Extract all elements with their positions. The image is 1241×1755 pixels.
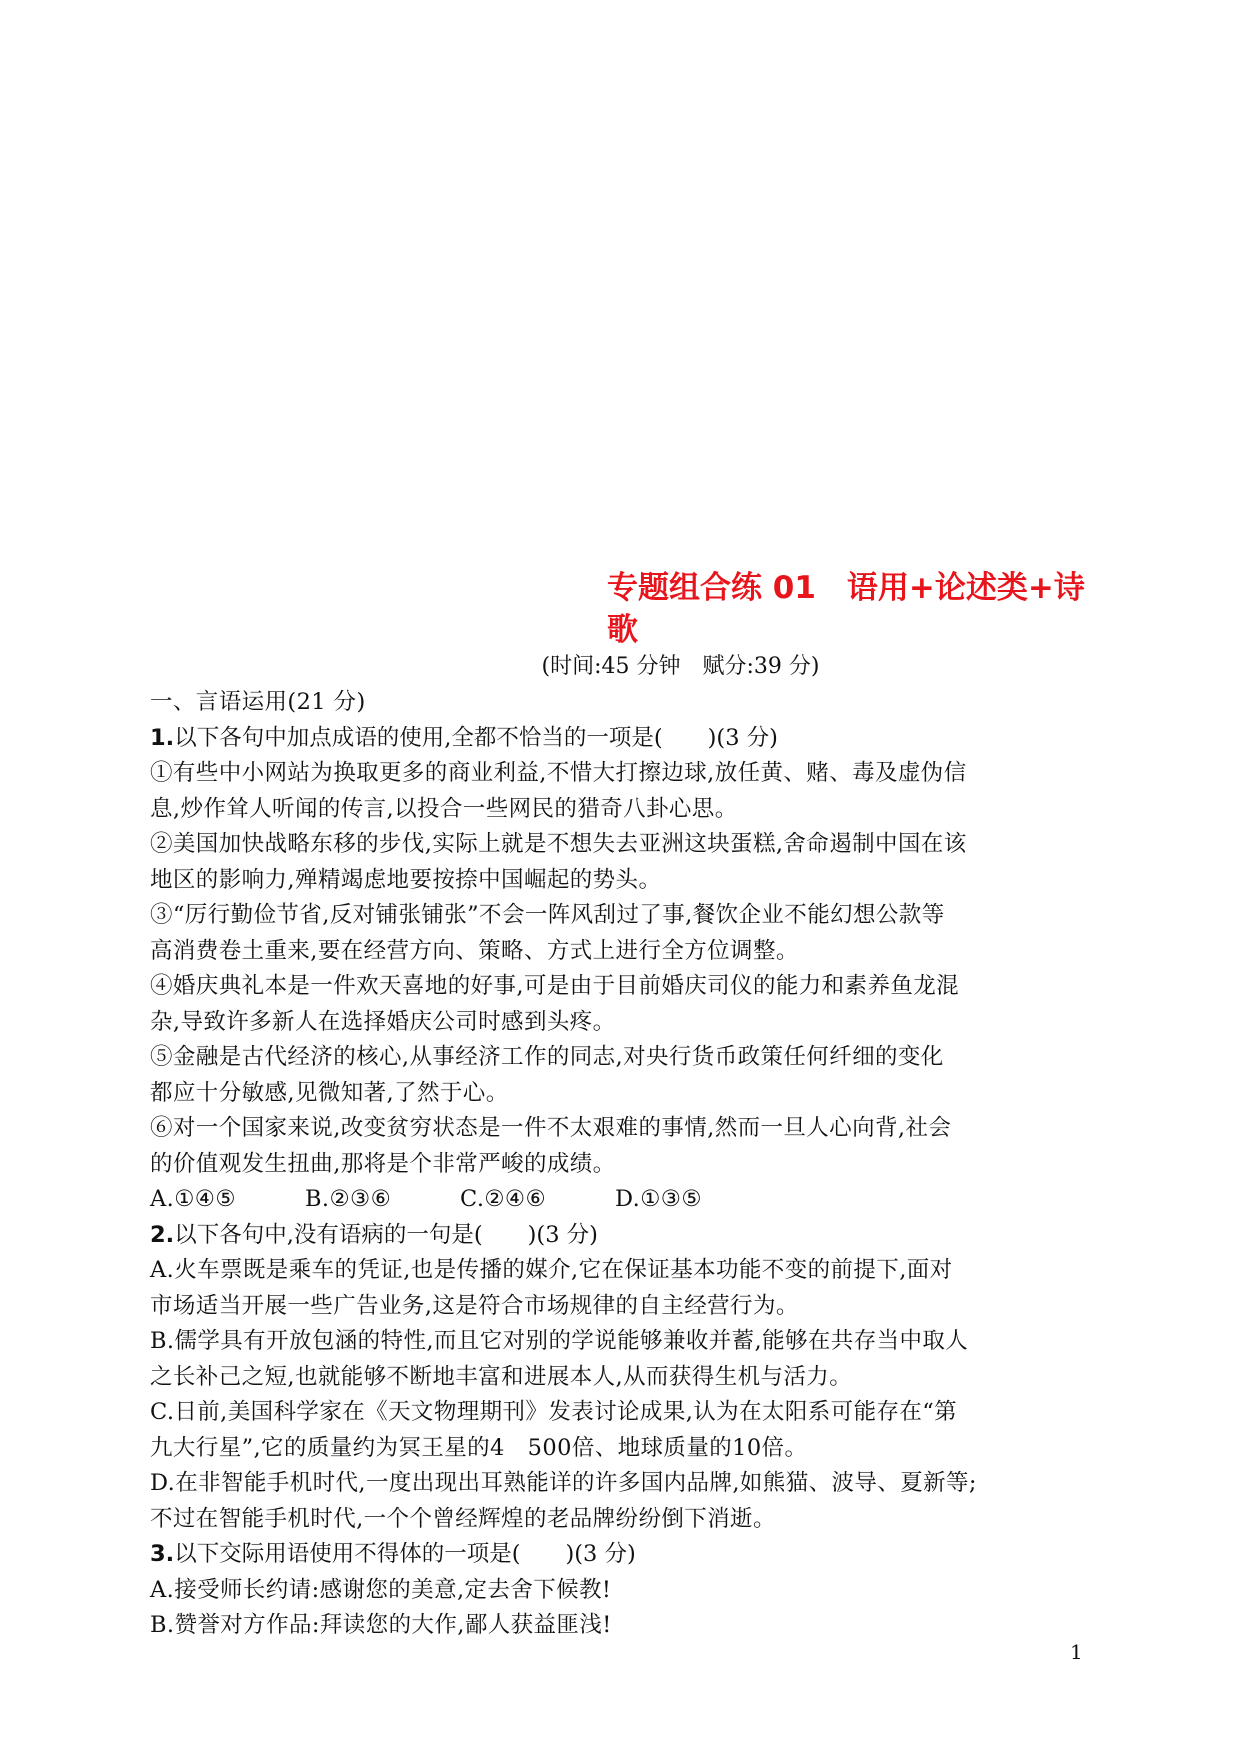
question-1-line: 的价值观发生扭曲,那将是个非常严峻的成绩。 — [150, 1150, 616, 1177]
question-2-line: D.在非智能手机时代,一度出现出耳熟能详的许多国内品牌,如熊猫、波导、夏新等; — [150, 1470, 977, 1496]
document-title: 专题组合练 01 语用+论述类+诗 歌 — [607, 570, 1085, 648]
question-1-line: 杂,导致许多新人在选择婚庆公司时感到头疼。 — [150, 1008, 616, 1035]
question-1-line: ⑥对一个国家来说,改变贫穷状态是一件不太艰难的事情,然而一旦人心向背,社会 — [150, 1115, 952, 1141]
question-1-line: ①有些中小网站为换取更多的商业利益,不惜大打擦边球,放任黄、赌、毒及虚伪信 — [150, 760, 967, 786]
question-1-options — [150, 1182, 1095, 1218]
question-text: 以下各句中加点成语的使用,全都不恰当的一项是( )(3 分) — [174, 724, 778, 751]
section-heading: 一、言语运用(21 分) — [150, 689, 366, 715]
question-2-line: 九大行星”,它的质量约为冥王星的4 500倍、地球质量的10倍。 — [150, 1434, 808, 1461]
question-2-line: C.日前,美国科学家在《天文物理期刊》发表讨论成果,认为在太阳系可能存在“第 — [150, 1399, 958, 1425]
question-1-line: 息,炒作耸人听闻的传言,以投合一些网民的猎奇八卦心思。 — [150, 795, 738, 822]
question-1-stem — [150, 721, 1095, 757]
question-2-line: 市场适当开展一些广告业务,这是符合市场规律的自主经营行为。 — [150, 1292, 799, 1319]
question-2-line: A.火车票既是乘车的凭证,也是传播的媒介,它在保证基本功能不变的前提下,面对 — [150, 1257, 953, 1283]
question-1-line: 地区的影响力,殚精竭虑地要按捺中国崛起的势头。 — [150, 866, 662, 893]
question-1-line: ③“厉行勤俭节省,反对铺张铺张”不会一阵风刮过了事,餐饮企业不能幻想公款等 — [150, 902, 945, 928]
question-number: 3. — [150, 1541, 175, 1567]
question-1-line: 高消费卷土重来,要在经营方向、策略、方式上进行全方位调整。 — [150, 937, 799, 964]
option-d: D.①③⑤ — [615, 1186, 702, 1212]
question-1-line: ④婚庆典礼本是一件欢天喜地的好事,可是由于目前婚庆司仪的能力和素养鱼龙混 — [150, 973, 960, 999]
option-a: A.①④⑤ — [150, 1186, 236, 1212]
question-3-line: A.接受师长约请:感谢您的美意,定去舍下候教! — [150, 1576, 612, 1603]
question-number: 1. — [150, 724, 175, 751]
question-text: 以下各句中,没有语病的一句是( )(3 分) — [174, 1221, 598, 1248]
question-1-line: ②美国加快战略东移的步伐,实际上就是不想失去亚洲这块蛋糕,舍命遏制中国在该 — [150, 831, 967, 857]
question-2-line: 之长补己之短,也就能够不断地丰富和进展本人,从而获得生机与活力。 — [150, 1363, 853, 1390]
question-3-stem — [150, 1537, 1095, 1573]
option-b: B.②③⑥ — [305, 1186, 392, 1212]
question-3-line: B.赞誉对方作品:拜读您的大作,鄙人获益匪浅! — [150, 1612, 612, 1638]
page-number: 1 — [1070, 1640, 1083, 1664]
question-2-line: B.儒学具有开放包涵的特性,而且它对别的学说能够兼收并蓄,能够在共存当中取人 — [150, 1328, 969, 1354]
exam-meta: (时间:45 分钟 赋分:39 分) — [541, 654, 820, 679]
question-2-stem — [150, 1218, 1095, 1254]
question-text: 以下交际用语使用不得体的一项是( )(3 分) — [174, 1541, 636, 1567]
question-2-line: 不过在智能手机时代,一个个曾经辉煌的老品牌纷纷倒下消逝。 — [150, 1505, 776, 1532]
option-c: C.②④⑥ — [460, 1186, 547, 1212]
document-body — [150, 685, 1095, 1644]
question-number: 2. — [150, 1221, 175, 1248]
question-1-line: ⑤金融是古代经济的核心,从事经济工作的同志,对央行货币政策任何纤细的变化 — [150, 1044, 944, 1070]
question-1-line: 都应十分敏感,见微知著,了然于心。 — [150, 1079, 509, 1106]
